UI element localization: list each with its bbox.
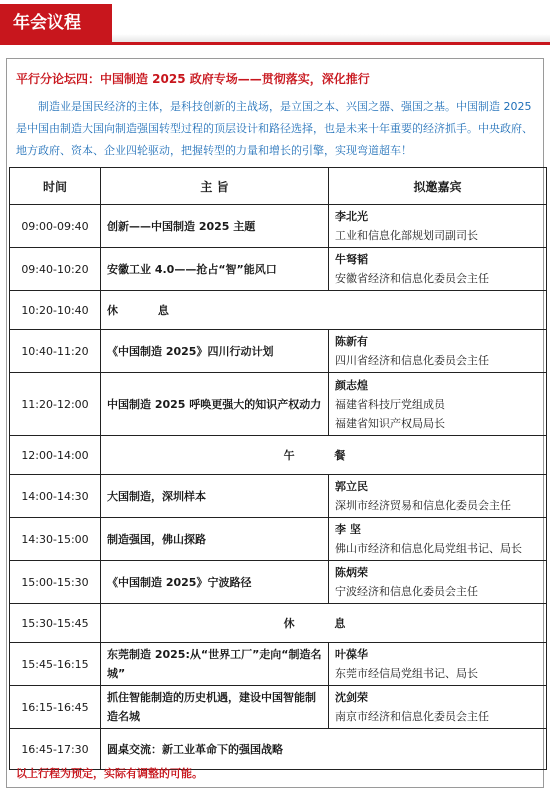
row-time: 11:20-12:00 bbox=[10, 373, 101, 436]
guest-title: 南京市经济和信息化委员会主任 bbox=[335, 710, 489, 723]
break-text: 休 息 bbox=[107, 304, 187, 317]
guest-title: 宁波经济和信息化委员会主任 bbox=[335, 585, 478, 598]
row-guest bbox=[329, 643, 547, 686]
row-topic: 创新——中国制造 2025 主题 bbox=[101, 205, 329, 248]
forum-intro: 制造业是国民经济的主体，是科技创新的主战场，是立国之本、兴国之器、强国之基。中国制造 2025 是中国由制造大国向制造强国转型过程的顶层设计和路径选择，也是未来十年重要的经济抓手。中央政府、地方政府、资本、企业四轮驱动，把握转型的力量和增长的引擎，实现弯道超车！ bbox=[16, 100, 533, 157]
header-divider bbox=[0, 42, 550, 45]
row-guest bbox=[329, 330, 547, 373]
row-time: 15:30-15:45 bbox=[10, 604, 101, 643]
table-row bbox=[10, 248, 547, 291]
row-time: 14:00-14:30 bbox=[10, 475, 101, 518]
guest-title: 福建省知识产权局局长 bbox=[335, 416, 445, 430]
header-shadow bbox=[112, 34, 550, 42]
row-guest bbox=[329, 561, 547, 604]
row-topic: 圆桌交流：新工业革命下的强国战略 bbox=[101, 729, 547, 770]
table-row bbox=[10, 518, 547, 561]
schedule-body bbox=[10, 205, 547, 770]
row-guest bbox=[329, 248, 547, 291]
break-label bbox=[101, 291, 547, 330]
row-time: 10:40-11:20 bbox=[10, 330, 101, 373]
table-row bbox=[10, 475, 547, 518]
row-time: 09:40-10:20 bbox=[10, 248, 101, 291]
schedule-note: 以上行程为预定，实际有调整的可能。 bbox=[16, 767, 203, 780]
table-row bbox=[10, 436, 547, 475]
row-topic: 《中国制造 2025》四川行动计划 bbox=[101, 330, 329, 373]
row-time: 16:45-17:30 bbox=[10, 729, 101, 770]
guest-name: 陈炳荣 bbox=[335, 566, 368, 579]
row-time: 15:00-15:30 bbox=[10, 561, 101, 604]
guest-title: 东莞市经信局党组书记、局长 bbox=[335, 667, 478, 680]
table-row bbox=[10, 604, 547, 643]
row-topic: 中国制造 2025 呼唤更强大的知识产权动力 bbox=[101, 373, 329, 436]
row-guest bbox=[329, 518, 547, 561]
row-time: 16:15-16:45 bbox=[10, 686, 101, 729]
guest-title: 四川省经济和信息化委员会主任 bbox=[335, 354, 489, 367]
table-row bbox=[10, 291, 547, 330]
page-title: 年会议程 bbox=[0, 4, 112, 42]
guest-title: 深圳市经济贸易和信息化委员会主任 bbox=[335, 499, 511, 512]
break-label bbox=[101, 604, 547, 643]
row-topic: 制造强国，佛山探路 bbox=[101, 518, 329, 561]
guest-name: 牛弩韬 bbox=[335, 253, 368, 266]
table-row bbox=[10, 729, 547, 770]
guest-name: 陈新有 bbox=[335, 335, 368, 348]
break-text: 休 息 bbox=[283, 617, 364, 630]
row-time: 10:20-10:40 bbox=[10, 291, 101, 330]
table-row bbox=[10, 330, 547, 373]
row-time: 15:45-16:15 bbox=[10, 643, 101, 686]
row-topic: 安徽工业 4.0——抢占“智”能风口 bbox=[101, 248, 329, 291]
table-row bbox=[10, 205, 547, 248]
row-guest bbox=[329, 475, 547, 518]
guest-name: 叶葆华 bbox=[335, 648, 368, 661]
forum-title: 平行分论坛四：中国制造 2025 政府专场——贯彻落实，深化推行 bbox=[16, 72, 370, 86]
guest-title: 福建省科技厅党组成员 bbox=[335, 397, 445, 411]
guest-title: 安徽省经济和信息化委员会主任 bbox=[335, 272, 489, 285]
guest-title: 佛山市经济和信息化局党组书记、局长 bbox=[335, 542, 522, 555]
header-time: 时间 bbox=[10, 168, 101, 205]
guest-name: 李 坚 bbox=[335, 523, 361, 536]
row-topic: 东莞制造 2025:从“世界工厂”走向“制造名城” bbox=[101, 643, 329, 686]
break-label bbox=[101, 436, 547, 475]
guest-name: 李北光 bbox=[335, 210, 368, 223]
guest-title: 工业和信息化部规划司副司长 bbox=[335, 229, 478, 242]
guest-name: 郭立民 bbox=[335, 480, 368, 493]
row-guest bbox=[329, 373, 547, 436]
row-topic: 大国制造，深圳样本 bbox=[101, 475, 329, 518]
row-guest bbox=[329, 686, 547, 729]
section-header bbox=[0, 0, 550, 46]
row-time: 12:00-14:00 bbox=[10, 436, 101, 475]
break-text: 午 餐 bbox=[283, 449, 364, 462]
header-guest: 拟邀嘉宾 bbox=[329, 168, 547, 205]
row-guest bbox=[329, 205, 547, 248]
table-row bbox=[10, 686, 547, 729]
row-time: 09:00-09:40 bbox=[10, 205, 101, 248]
row-topic: 《中国制造 2025》宁波路径 bbox=[101, 561, 329, 604]
table-row bbox=[10, 373, 547, 436]
header-topic: 主 旨 bbox=[101, 168, 329, 205]
table-header-row bbox=[10, 168, 547, 205]
schedule-table bbox=[9, 167, 547, 770]
row-topic: 抓住智能制造的历史机遇，建设中国智能制造名城 bbox=[101, 686, 329, 729]
table-row bbox=[10, 561, 547, 604]
guest-name: 沈剑荣 bbox=[335, 691, 368, 704]
guest-name: 颜志煌 bbox=[335, 378, 368, 392]
table-row bbox=[10, 643, 547, 686]
row-time: 14:30-15:00 bbox=[10, 518, 101, 561]
